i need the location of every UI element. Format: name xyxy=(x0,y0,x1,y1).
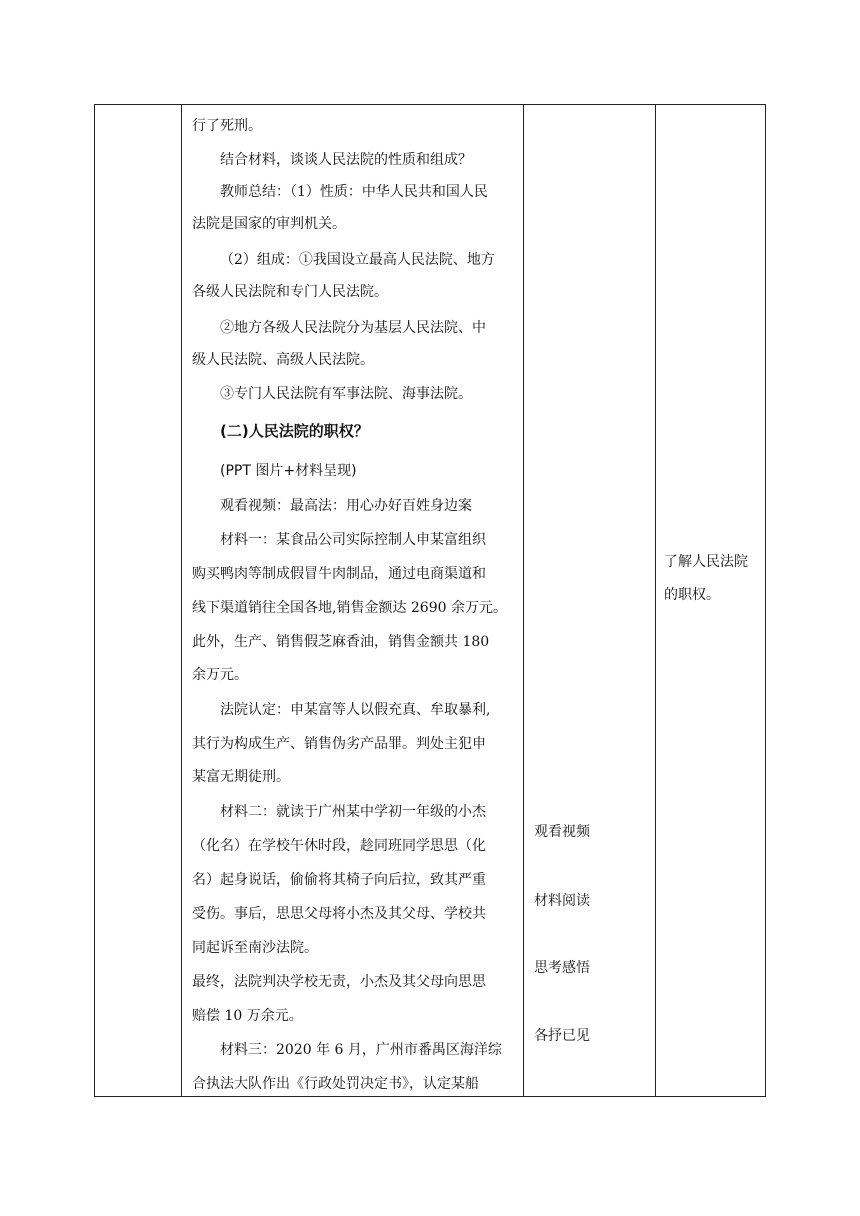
section-heading: (二)人民法院的职权？ xyxy=(220,422,369,440)
content-line: 观看视频：最高法：用心办好百姓身边案 xyxy=(220,498,472,514)
content-line: 同起诉至南沙法院。 xyxy=(192,940,318,956)
activity-label: 观看视频 xyxy=(534,824,590,840)
intent-line: 的职权。 xyxy=(664,587,720,603)
content-line: （化名）在学校午休时段，趁同班同学思思（化 xyxy=(192,838,486,854)
content-line: ②地方各级人民法院分为基层人民法院、中 xyxy=(220,320,486,336)
content-line: 各级人民法院和专门人民法院。 xyxy=(192,284,388,300)
content-line: 余万元。 xyxy=(192,667,248,683)
activity-label: 各抒已见 xyxy=(534,1028,590,1044)
content-column xyxy=(181,105,524,1096)
content-line: ③专门人民法院有军事法院、海事法院。 xyxy=(220,386,472,402)
content-line: 行了死刑。 xyxy=(192,118,262,134)
student-activity-column xyxy=(523,105,656,1096)
lesson-table xyxy=(94,104,766,1097)
content-line: 受伤。事后，思思父母将小杰及其父母、学校共 xyxy=(192,906,486,922)
content-line: 赔偿 10 万余元。 xyxy=(192,1008,303,1024)
content-line: 最终，法院判决学校无责，小杰及其父母向思思 xyxy=(192,974,486,990)
content-line: 法院是国家的审判机关。 xyxy=(192,216,346,232)
content-line: 其行为构成生产、销售伪劣产品罪。判处主犯申 xyxy=(192,736,486,752)
content-line: 购买鸭肉等制成假冒牛肉制品，通过电商渠道和 xyxy=(192,566,486,582)
activity-label: 材料阅读 xyxy=(534,893,590,909)
content-line: 名）起身说话，偷偷将其椅子向后拉，致其严重 xyxy=(192,872,486,888)
content-line: 此外，生产、销售假芝麻香油，销售金额共 180 xyxy=(192,634,490,650)
content-line: 合执法大队作出《行政处罚决定书》，认定某船 xyxy=(192,1076,479,1092)
activity-label: 思考感悟 xyxy=(534,960,590,976)
content-line: 线下渠道销往全国各地,销售金额达 2690 余万元。 xyxy=(192,600,507,616)
design-intent-column xyxy=(655,105,768,1096)
content-line: 法院认定：申某富等人以假充真、牟取暴利, xyxy=(220,702,491,718)
content-line: 级人民法院、高级人民法院。 xyxy=(192,352,374,368)
content-line: 材料二：就读于广州某中学初一年级的小杰 xyxy=(220,804,486,820)
content-line: 结合材料，谈谈人民法院的性质和组成？ xyxy=(220,152,472,168)
content-line: 教师总结：（1）性质：中华人民共和国人民 xyxy=(220,184,488,200)
content-line: (PPT 图片+材料呈现) xyxy=(220,463,357,479)
intent-line: 了解人民法院 xyxy=(664,554,748,570)
content-line: （2）组成：①我国设立最高人民法院、地方 xyxy=(220,252,495,268)
content-line: 某富无期徒刑。 xyxy=(192,769,290,785)
content-line: 材料一：某食品公司实际控制人申某富组织 xyxy=(220,532,486,548)
content-line: 材料三：2020 年 6 月，广州市番禺区海洋综 xyxy=(220,1042,502,1058)
